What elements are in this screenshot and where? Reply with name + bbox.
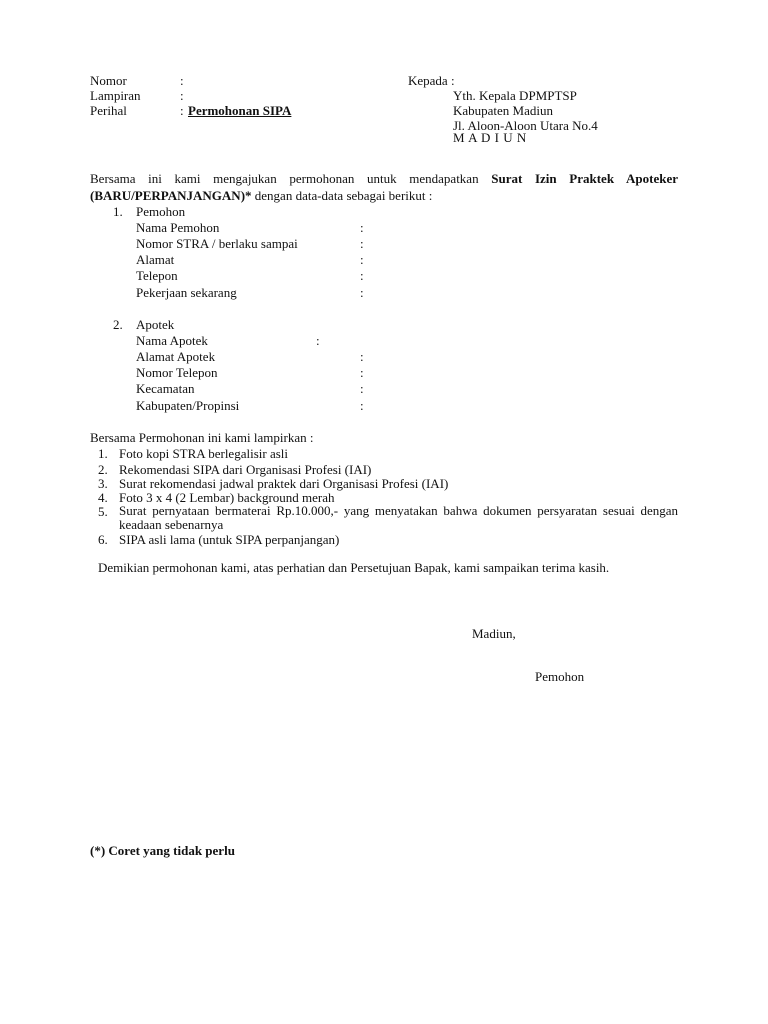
section-title: Pemohon [136, 204, 186, 219]
lampiran-colon: : [180, 88, 184, 103]
intro-text: Bersama ini kami mengajukan permohonan untuk mendapatkan [90, 171, 492, 186]
attachment-text: Surat rekomendasi jadwal praktek dari Organisasi Profesi (IAI) [119, 476, 449, 491]
attachments-intro: Bersama Permohonan ini kami lampirkan : [90, 430, 314, 445]
attachment-number: 3. [98, 476, 108, 491]
section-number: 2. [113, 317, 123, 332]
intro-paragraph [90, 170, 678, 204]
field-colon: : [360, 236, 364, 251]
field-colon: : [316, 333, 320, 348]
attachment-text: Rekomendasi SIPA dari Organisasi Profesi (IAI) [119, 462, 372, 477]
field-label: Telepon [136, 268, 178, 283]
perihal-colon: : [180, 103, 184, 118]
field-label: Nama Pemohon [136, 220, 220, 235]
field-label: Kecamatan [136, 381, 195, 396]
field-colon: : [360, 252, 364, 267]
section-number: 1. [113, 204, 123, 219]
recipient-line: Jl. Aloon-Aloon Utara No.4 [453, 118, 598, 133]
footnote: (*) Coret yang tidak perlu [90, 843, 235, 858]
field-label: Pekerjaan sekarang [136, 285, 237, 300]
field-colon: : [360, 220, 364, 235]
field-colon: : [360, 365, 364, 380]
attachment-number: 6. [98, 532, 108, 547]
attachment-number: 5. [98, 504, 108, 519]
section-title: Apotek [136, 317, 175, 332]
intro-bold: Surat Izin Praktek Apoteker (BARU/PERPANJANGAN)* [90, 171, 678, 203]
signature-place: Madiun, [472, 626, 516, 641]
field-label: Nomor STRA / berlaku sampai [136, 236, 298, 251]
attachment-text: Foto kopi STRA berlegalisir asli [119, 446, 288, 461]
attachment-text: SIPA asli lama (untuk SIPA perpanjangan) [119, 532, 340, 547]
nomor-label: Nomor [90, 73, 127, 88]
field-label: Alamat [136, 252, 175, 267]
nomor-colon: : [180, 73, 184, 88]
field-colon: : [360, 398, 364, 413]
recipient-line: Kabupaten Madiun [453, 103, 554, 118]
perihal-value: Permohonan SIPA [188, 103, 292, 118]
closing-paragraph: Demikian permohonan kami, atas perhatian dan Persetujuan Bapak, kami sampaikan terima kasih. [98, 560, 610, 575]
field-colon: : [360, 349, 364, 364]
field-label: Nama Apotek [136, 333, 208, 348]
attachment-text: Surat pernyataan bermaterai Rp.10.000,- yang menyatakan bahwa dokumen persyaratan sesuai dengan keadaan sebenarnya [119, 503, 678, 532]
field-label: Nomor Telepon [136, 365, 218, 380]
attachment-number: 2. [98, 462, 108, 477]
field-colon: : [360, 285, 364, 300]
attachment-number: 4. [98, 490, 108, 505]
recipient-line: M A D I U N [453, 130, 527, 145]
field-label: Alamat Apotek [136, 349, 216, 364]
field-colon: : [360, 268, 364, 283]
attachment-number: 1. [98, 446, 108, 461]
attachment-text: Foto 3 x 4 (2 Lembar) background merah [119, 490, 335, 505]
signature-role: Pemohon [535, 669, 585, 684]
field-colon: : [360, 381, 364, 396]
kepada-label: Kepada : [408, 73, 455, 88]
recipient-line: Yth. Kepala DPMPTSP [453, 88, 577, 103]
perihal-label: Perihal [90, 103, 127, 118]
field-label: Kabupaten/Propinsi [136, 398, 240, 413]
intro-text-after: dengan data-data sebagai berikut : [251, 188, 433, 203]
lampiran-label: Lampiran [90, 88, 141, 103]
